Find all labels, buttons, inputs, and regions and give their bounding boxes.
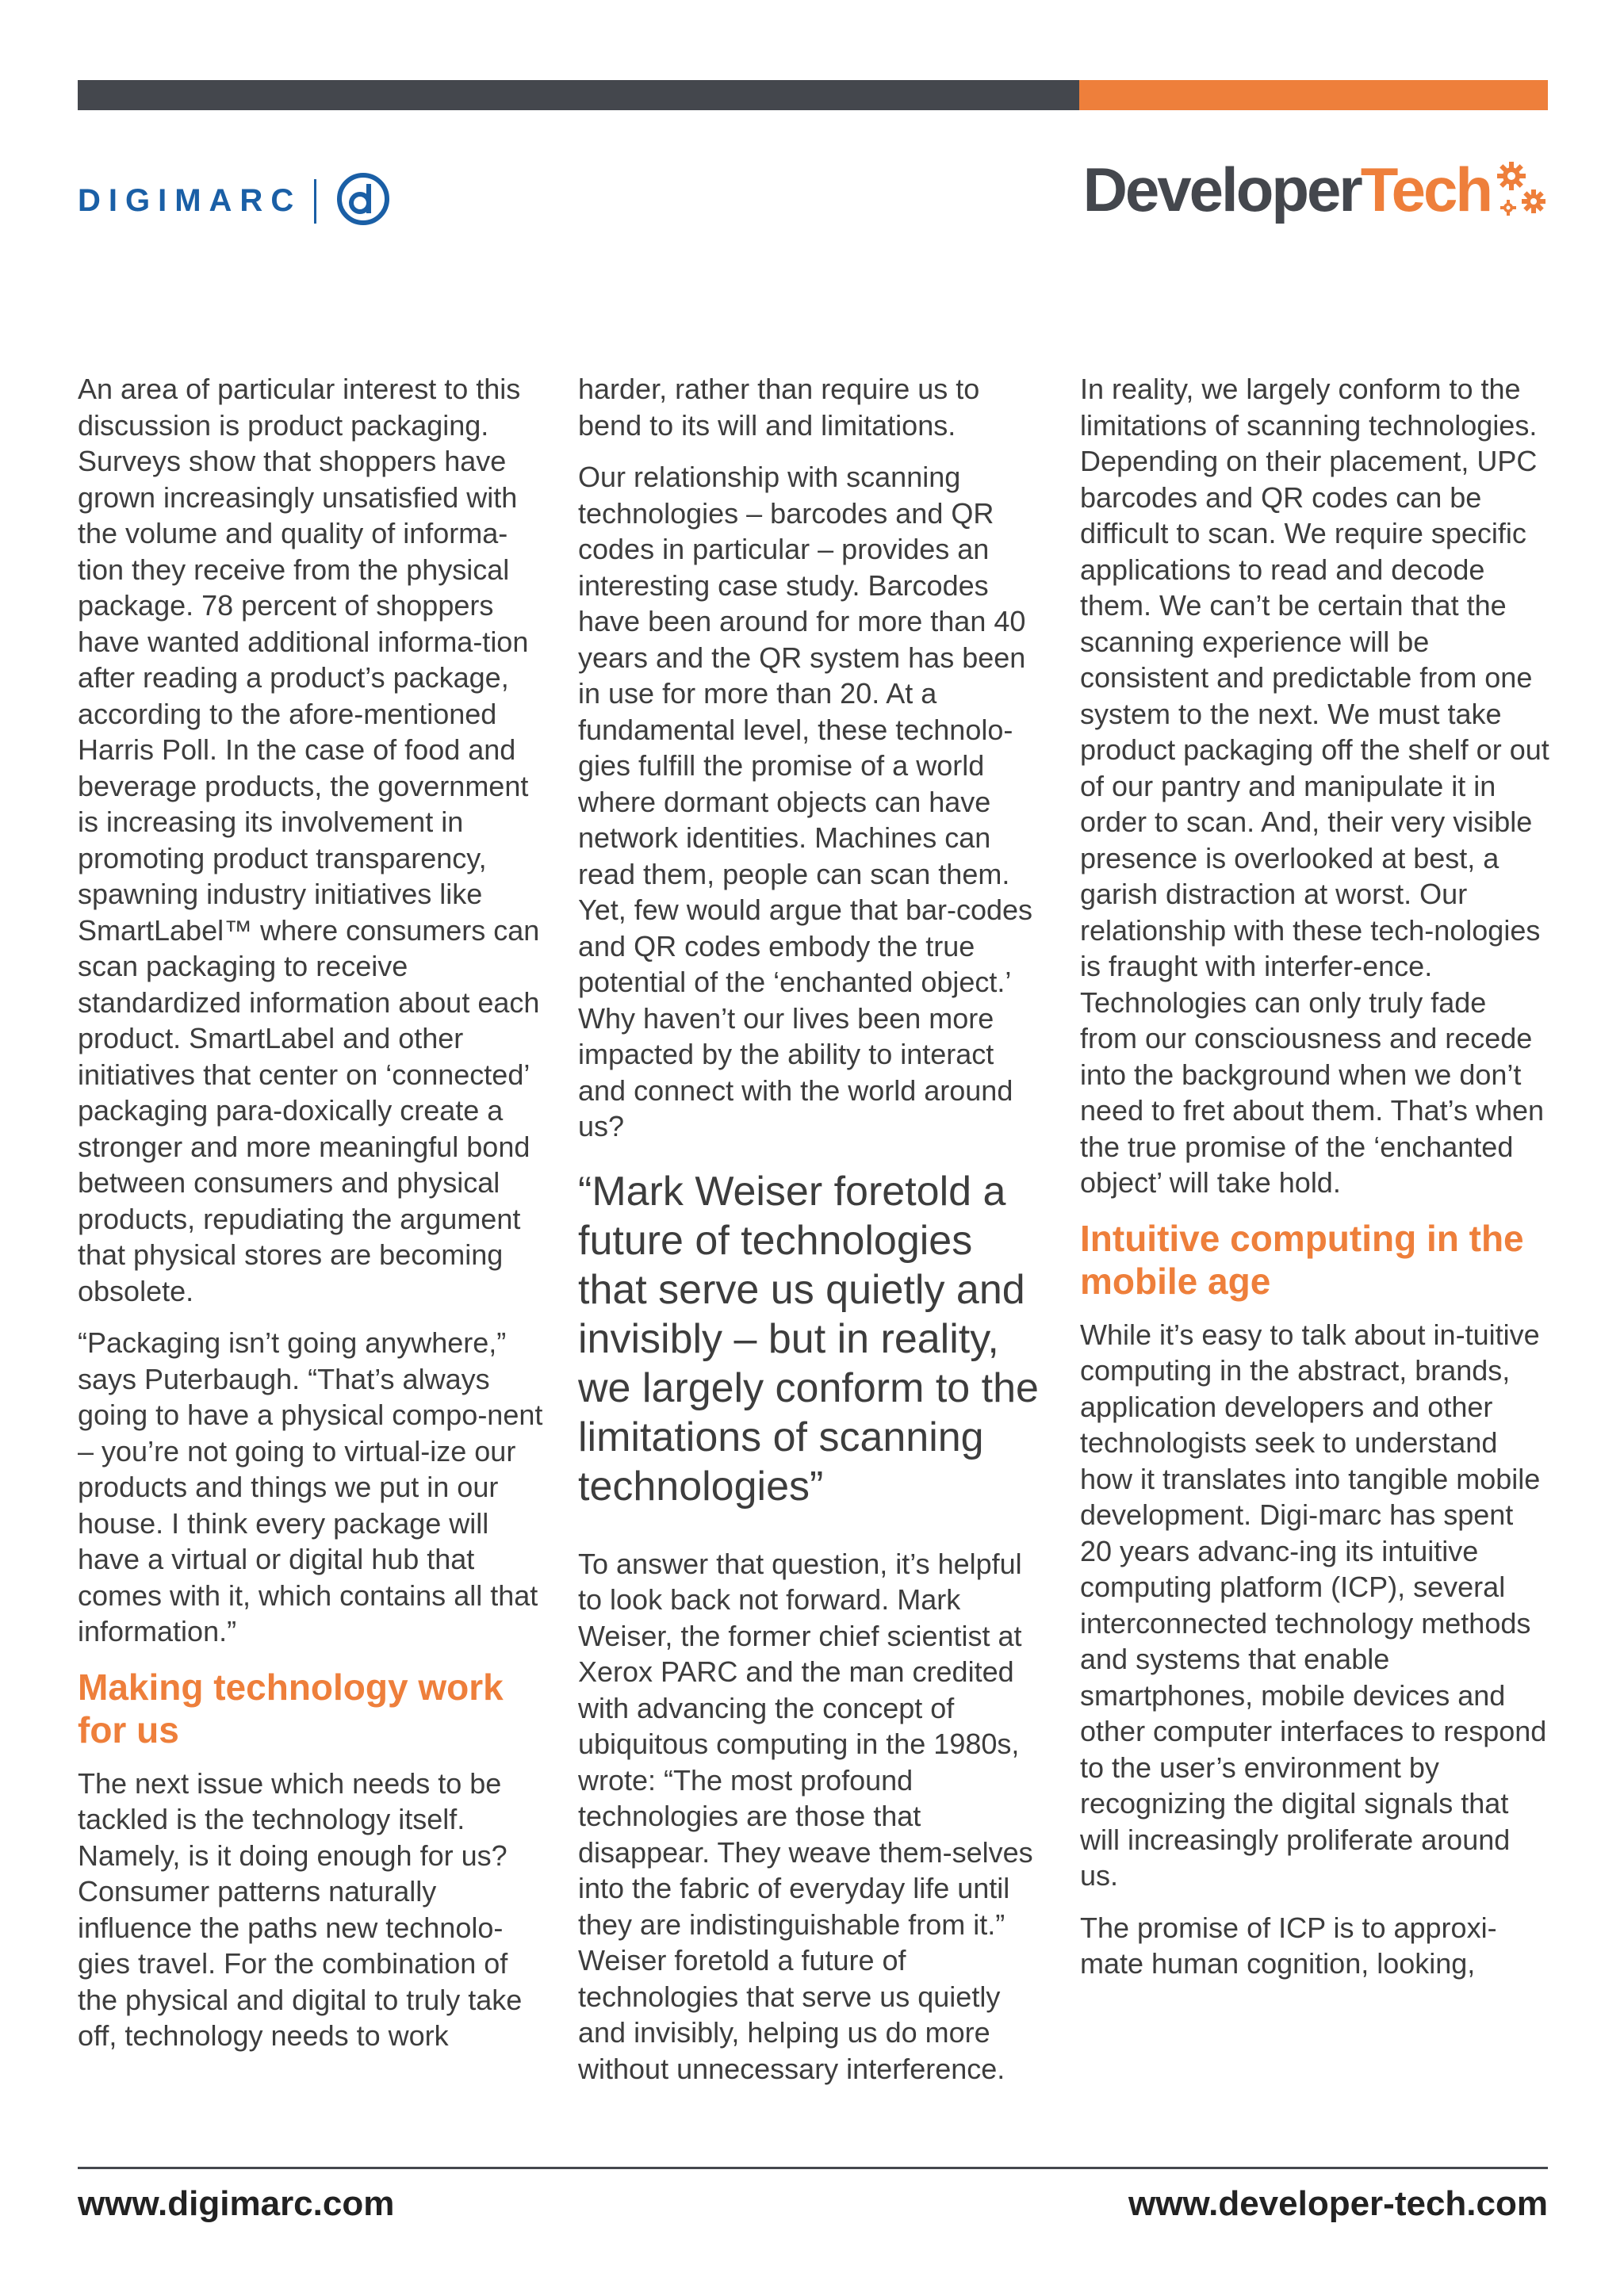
footer-divider — [78, 2167, 1548, 2169]
digimarc-logo — [78, 170, 393, 232]
paragraph: Our relationship with scanning technologies – barcodes and QR codes in particular – provides an interesting case study. Barcodes have been around for more than 40 years and the QR system has been in use for more than 20. At a fundamental level, these technolo-gies fulfill the promise of a world where dormant objects can have network identities. Machines can read them, people can scan them. Yet, few would argue that bar-codes and QR codes embody the true potential of the ‘enchanted object.’ Why haven’t our lives been more impacted by the ability to interact and connect with the world around us? — [578, 461, 1033, 1142]
digimarc-wordmark: DIGIMARC — [78, 183, 302, 218]
developertech-website-link[interactable]: www.developer-tech.com — [1128, 2184, 1548, 2223]
top-bar — [78, 80, 1548, 110]
developertech-wordmark-part2: Tech — [1360, 155, 1491, 224]
article-column-3 — [1080, 371, 1549, 1998]
article-column-2 — [578, 371, 1048, 2103]
top-bar-dark — [78, 80, 1079, 110]
digimarc-website-link[interactable]: www.digimarc.com — [78, 2184, 395, 2223]
section-heading: Intuitive computing in the mobile age — [1080, 1217, 1524, 1302]
article-column-1 — [78, 371, 547, 2070]
top-bar-accent — [1079, 80, 1548, 110]
developertech-logo — [1082, 155, 1548, 226]
gears-icon — [1491, 159, 1548, 226]
digimarc-separator — [314, 179, 316, 224]
paragraph: To answer that question, it’s helpful to look back not forward. Mark Weiser, the former chief scientist at Xerox PARC and the man credited with advancing the concept of ubiquitous computing in the 1980s, wrote: “The most profound technologies are those that disappear. They weave them-selves into the fabric of everyday life until they are indistinguishable from it.” Weiser foretold a future of technologies that serve us quietly and invisibly, helping us do more without unnecessary interference. — [578, 1547, 1033, 2085]
developertech-wordmark-part1: Developer — [1082, 155, 1361, 224]
paragraph: The next issue which needs to be tackled is the technology itself. Namely, is it doing enough for us? Consumer patterns naturally influence the paths new technolo-gies travel. For the combination of the physical and digital to truly take off, technology needs to work — [78, 1766, 523, 2052]
paragraph: An area of particular interest to this discussion is product packaging. Surveys show that shoppers have grown increasingly unsatisfied with the volume and quality of informa-tion they receive from the physical package. 78 percent of shoppers have wanted additional informa-tion after reading a product’s package, according to the afore-mentioned Harris Poll. In the case of food and beverage products, the government is increasing its involvement in promoting product transparency, spawning industry initiatives like SmartLabel™ where consumers can scan packaging to receive standardized information about each product. SmartLabel and other initiatives that center on ‘connected’ packaging para-doxically create a stronger and more meaningful bond between consumers and physical products, repudiating the argument that physical stores are becoming obsolete. — [78, 373, 540, 1307]
paragraph: The promise of ICP is to approxi-mate human cognition, looking, — [1080, 1911, 1497, 1980]
developertech-wordmark — [1082, 155, 1491, 224]
paragraph: “Packaging isn’t going anywhere,” says Puterbaugh. “That’s always going to have a physical compo-nent – you’re not going to virtual-ize our products and things we put in our house. I think every package will have a virtual or digital hub that comes with it, which contains all that information.” — [78, 1326, 543, 1647]
section-heading: Making technology work for us — [78, 1666, 504, 1751]
digimarc-d-icon — [334, 170, 393, 232]
paragraph: While it’s easy to talk about in-tuitive computing in the abstract, brands, application developers and other technologists seek to understand how it translates into tangible mobile development. Digi-marc has spent 20 years advanc-ing its intuitive computing platform (ICP), several interconnected technology methods and systems that enable smartphones, mobile devices and other computer interfaces to respond to the user’s environment by recognizing the digital signals that will increasingly proliferate around us. — [1080, 1318, 1547, 1892]
paragraph: In reality, we largely conform to the limitations of scanning technologies. Depending on their placement, UPC barcodes and QR codes can be difficult to scan. We require specific applications to read and decode them. We can’t be certain that the scanning experience will be consistent and predictable from one system to the next. We must take product packaging off the shelf or out of our pantry and manipulate it in order to scan. And, their very visible presence is overlooked at best, a garish distraction at worst. Our relationship with these tech-nologies is fraught with interfer-ence. Technologies can only truly fade from our consciousness and recede into the background when we don’t need to fret about them. That’s when the true promise of the ‘enchanted object’ will take hold. — [1080, 373, 1549, 1199]
paragraph: harder, rather than require us to bend to its will and limitations. — [578, 373, 980, 442]
pull-quote: “Mark Weiser foretold a future of technologies that serve us quietly and invisibly – but in reality, we largely conform to the limitations of scanning technologies” — [578, 1168, 1039, 1510]
